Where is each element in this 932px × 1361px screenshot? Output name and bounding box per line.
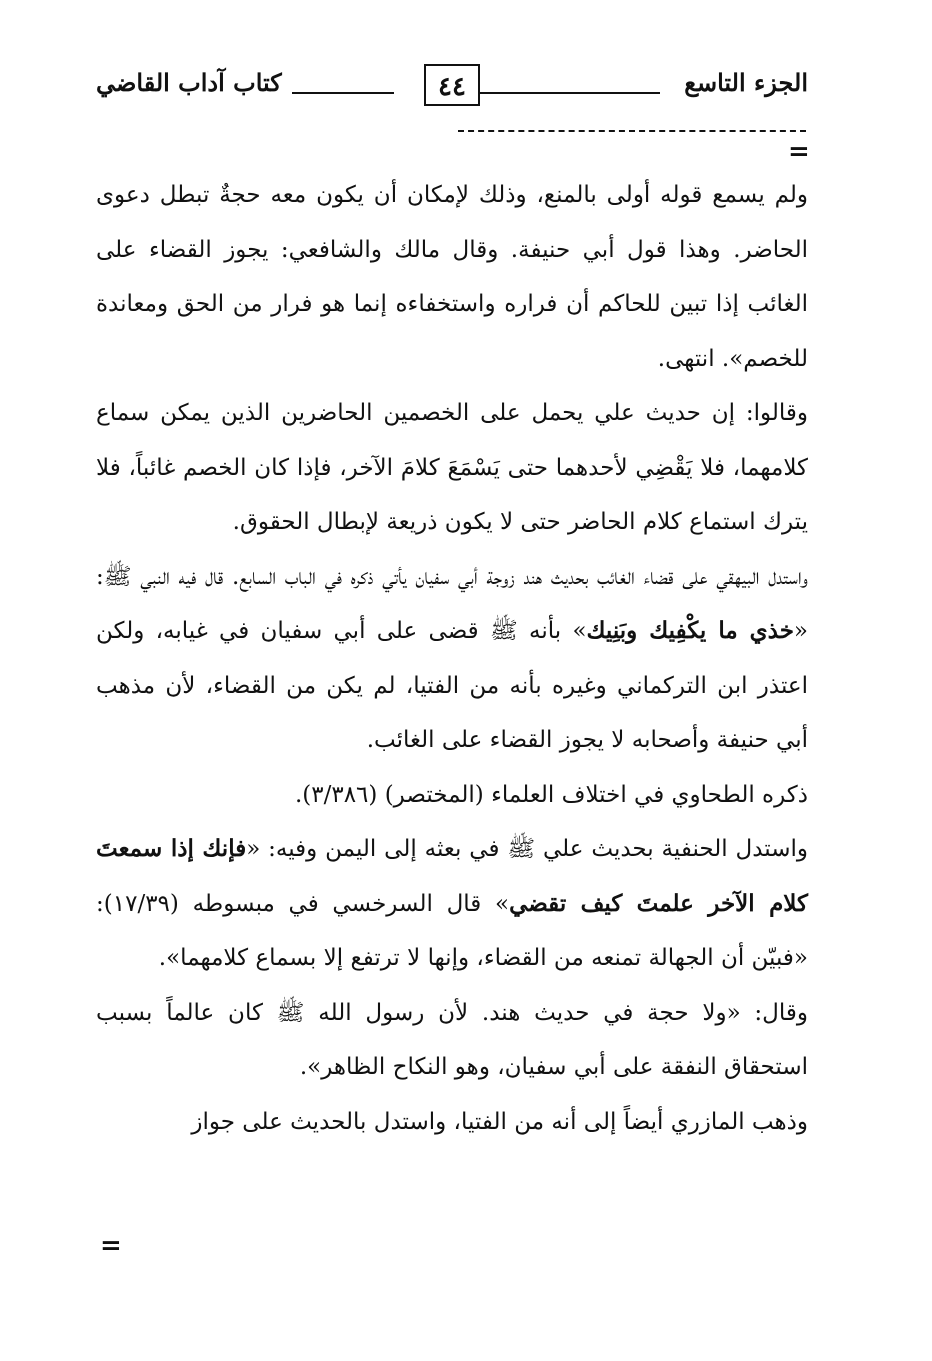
continuation-mark-bottom: = [100,1231,122,1261]
paragraph-7: وذهب المازري أيضاً إلى أنه من الفتيا، واستدل بالحديث على جواز [191,1108,808,1135]
hadith-quote-bold: خذي ما يكْفِيك وبَنِيك [586,617,794,644]
paragraph-1: ولم يسمع قوله أولى بالمنع، وذلك لإمكان أن يكون معه حجةٌ تبطل دعوى الحاضر. وهذا قول أبي حنيفة. وقال مالك والشافعي: يجوز القضاء على الغائب إذا تبين للحاكم أن فراره واستخفاءه إنما هو فرار من الحق ومعاندة للخصم». انتهى. [96,182,808,372]
paragraph-6: وقال: «ولا حجة في حديث هند. لأن رسول الله ﷺ كان عالماً بسبب استحقاق النفقة على أبي سفيان، وهو النكاح الظاهر». [96,999,808,1080]
header-rule-right [480,92,660,94]
footnote-separator [458,130,806,132]
paragraph-3-end: » بأنه ﷺ قضى على أبي سفيان في غيابه، ولكن اعتذر ابن التركماني وغيره بأنه من الفتيا، لم يكن من القضاء، لأن مذهب أبي حنيفة وأصحابه لا يجوز القضاء على الغائب. [96,618,808,753]
page-header [96,58,808,114]
paragraph-5-start: واستدل الحنفية بحديث علي ﷺ في بعثه إلى اليمن وفيه: « [246,836,809,862]
header-rule-left [292,92,394,94]
header-book-title: كتاب آداب القاضي [96,68,282,97]
page-number: ٤٤ [438,72,466,102]
paragraph-4: ذكره الطحاوي في اختلاف العلماء (المختصر) (٣/٣٨٦). [294,781,808,808]
paragraph-3 [96,550,808,768]
footnote-text [96,168,808,1149]
header-part-title: الجزء التاسع [684,68,808,97]
page-number-box [424,64,480,106]
continuation-mark-top: = [788,137,810,167]
paragraph-3-start: واستدل البيهقي على قضاء الغائب بحديث هند زوجة أبي سفيان يأتي ذكره في الباب السابع. قال فيه النبي ﷺ: « [96,563,808,644]
hadith-quote-bold-2: فإنك إذا سمعتَ كلام الآخر علمتَ كيف تقضي [96,835,808,917]
paragraph-5 [96,822,808,986]
paragraph-5-end: » قال السرخسي في مبسوطه (١٧/٣٩): «فبيّن أن الجهالة تمنعه من القضاء، وإنها لا ترتفع إلا بسماع كلامهما». [96,890,808,971]
paragraph-2: وقالوا: إن حديث علي يحمل على الخصمين الحاضرين الذين يمكن سماع كلامهما، فلا يَقْضِي لأحدهما حتى يَسْمَعَ كلامَ الآخر، فإذا كان الخصم غائباً، فلا يترك استماع كلام الحاضر حتى لا يكون ذريعة لإبطال الحقوق. [96,400,808,535]
